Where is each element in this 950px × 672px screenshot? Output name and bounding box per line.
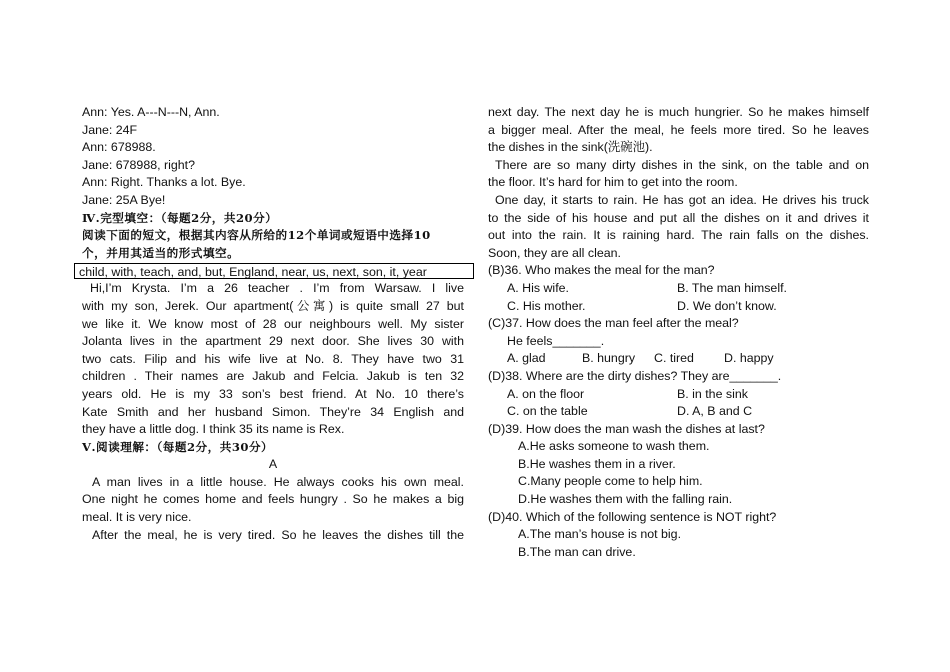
question-36-options	[488, 298, 869, 316]
passage-line: they have a little dog. I think 35 its name is Rex.	[82, 422, 345, 437]
section-4-title: Ⅳ.完型填空：（每题2分，共20分）	[82, 210, 278, 225]
option: B. hungry	[582, 351, 636, 366]
passage-a-line: out into the rain. It is raining hard. The rain falls on the dishes.	[488, 228, 869, 243]
passage-line: years old. He is my 33 son’s best friend. At No. 10 there’s	[82, 386, 464, 401]
question-38: (D)38. Where are the dirty dishes? They are_______.	[488, 368, 782, 383]
option: D. We don’t know.	[677, 298, 777, 313]
dialog-line: Jane: 678988, right?	[82, 157, 195, 172]
section-5-title: Ⅴ.阅读理解：（每题2分，共30分）	[82, 439, 274, 454]
passage-a-line: There are so many dirty dishes in the sink, on the table and on	[495, 157, 869, 172]
passage-line: two cats. Filip and his wife live at No. 8. They have two 31	[82, 351, 464, 366]
passage-a-line: a bigger meal. After the meal, he feels more tired. So he leaves	[488, 122, 869, 137]
passage-line: children . Their names are Jakub and Felcia. Jakub is ten 32	[82, 369, 464, 384]
option: A. glad	[507, 351, 546, 366]
option: C. on the table	[507, 404, 588, 419]
dialog-line: Jane: 25A Bye!	[82, 192, 166, 207]
option: B.The man can drive.	[518, 544, 636, 559]
option: C.Many people come to help him.	[518, 474, 703, 489]
right-column	[488, 104, 869, 561]
passage-a-line: Soon, they are all clean.	[488, 245, 621, 260]
passage-a-line: next day. The next day he is much hungrier. So he makes himself	[488, 105, 869, 119]
passage-line: Kate Smith and her husband Simon. They’re 34 English and	[82, 404, 464, 419]
dialog-line: Ann: Right. Thanks a lot. Bye.	[82, 175, 246, 190]
left-column	[79, 104, 464, 544]
option: B. The man himself.	[677, 280, 787, 295]
passage-a-line: the dishes in the sink(洗碗池).	[488, 140, 653, 155]
option: B.He washes them in a river.	[518, 456, 676, 471]
question-38-options	[488, 386, 869, 404]
option: A.He asks someone to wash them.	[518, 439, 710, 454]
passage-line: we like it. We know most of 28 our neighbours well. My sister	[82, 316, 464, 331]
question-38-options	[488, 403, 869, 421]
passage-line: with my son, Jerek. Our apartment(公寓) is quite small 27 but	[82, 298, 464, 313]
dialog-line: Jane: 24F	[82, 122, 138, 137]
passage-line: Jolanta lives in the apartment 29 next door. She lives 30 with	[82, 334, 464, 349]
passage-a-line: One day, it starts to rain. He has got an idea. He drives his truck	[495, 192, 869, 207]
passage-a-line: meal. It is very nice.	[82, 510, 192, 525]
passage-a-line: the floor. It’s hard for him to get into the room.	[488, 175, 738, 190]
option: A. His wife.	[507, 280, 569, 295]
question-39: (D)39. How does the man wash the dishes at last?	[488, 421, 765, 436]
word-bank-box: child, with, teach, and, but, England, near, us, next, son, it, year	[74, 263, 474, 279]
dialog-line: Ann: Yes. A---N---N, Ann.	[82, 105, 220, 119]
section-4-instruction: 个，并用其适当的形式填空。	[82, 245, 240, 260]
section-4-instruction: 阅读下面的短文，根据其内容从所给的12个单词或短语中选择10	[82, 228, 431, 243]
passage-a-line: One night he comes home and feels hungry . So he makes a big	[82, 492, 464, 507]
option: A.The man’s house is not big.	[518, 527, 682, 542]
passage-line: Hi,I’m Krysta. I’m a 26 teacher . I’m from Warsaw. I live	[90, 281, 464, 296]
question-36-options	[488, 280, 869, 298]
passage-a-line: After the meal, he is very tired. So he leaves the dishes till the	[92, 527, 464, 542]
option: C. His mother.	[507, 298, 586, 313]
question-37-stem: He feels_______.	[507, 333, 605, 348]
passage-a-line: A man lives in a little house. He always cooks his own meal.	[92, 474, 464, 489]
option: D. A, B and C	[677, 404, 753, 419]
question-37: (C)37. How does the man feel after the meal?	[488, 316, 739, 331]
dialog-line: Ann: 678988.	[82, 140, 156, 155]
passage-a-label: A	[268, 457, 278, 472]
option: D.He washes them with the falling rain.	[518, 492, 733, 507]
passage-a-line: to the side of his house and put all the dishes on it and drives it	[488, 210, 869, 225]
question-36: (B)36. Who makes the meal for the man?	[488, 263, 715, 278]
option: B. in the sink	[677, 386, 748, 401]
option: D. happy	[724, 351, 774, 366]
question-40: (D)40. Which of the following sentence is NOT right?	[488, 509, 777, 524]
option: C. tired	[654, 351, 694, 366]
option: A. on the floor	[507, 386, 585, 401]
question-37-options	[488, 350, 869, 368]
